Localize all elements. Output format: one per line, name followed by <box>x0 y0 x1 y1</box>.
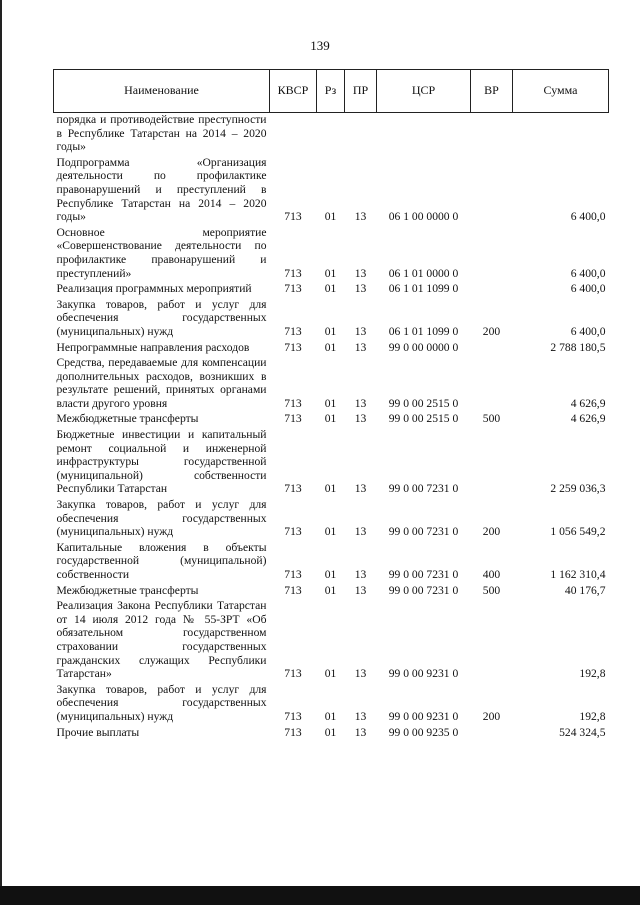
row-rz: 01 <box>324 709 337 723</box>
row-kvsr: 713 <box>284 667 302 681</box>
table-row <box>54 584 609 600</box>
row-vr: 400 <box>482 568 501 581</box>
row-vr: 200 <box>482 709 501 723</box>
row-sum: 6 400,0 <box>570 324 606 338</box>
row-pr: 13 <box>354 282 367 296</box>
header-pr: ПР <box>345 70 377 113</box>
row-vr <box>471 356 513 412</box>
row-csr: 99 0 00 2515 0 <box>388 396 459 410</box>
row-sum: 6 400,0 <box>570 210 606 224</box>
row-rz: 01 <box>324 396 337 410</box>
row-pr: 13 <box>354 412 367 426</box>
table-row <box>54 541 609 584</box>
row-csr: 06 1 01 1099 0 <box>388 324 459 338</box>
table-row <box>54 498 609 541</box>
table-row <box>54 726 609 742</box>
table-row <box>54 282 609 298</box>
row-csr: 06 1 01 1099 0 <box>388 282 459 296</box>
budget-table <box>53 69 609 741</box>
row-pr: 13 <box>354 324 367 338</box>
row-sum: 6 400,0 <box>570 266 606 280</box>
row-sum: 524 324,5 <box>559 725 606 739</box>
row-name: Реализация Закона Республики Татарстан от 14 июля 2012 года № 55-ЗРТ «Об обязательном государственном страховании государственных гражданских служащих Республики Татарстан» <box>56 599 267 681</box>
header-vr: ВР <box>471 70 513 113</box>
row-pr: 13 <box>354 667 367 681</box>
row-rz: 01 <box>324 667 337 681</box>
table-header-row <box>54 70 609 113</box>
row-csr: 99 0 00 7231 0 <box>388 568 459 581</box>
row-name: Реализация программных мероприятий <box>56 282 252 296</box>
row-name: Прочие выплаты <box>56 725 140 739</box>
row-kvsr: 713 <box>284 482 302 496</box>
table-row <box>54 226 609 282</box>
row-sum: 4 626,9 <box>570 396 606 410</box>
header-sum: Сумма <box>513 70 609 113</box>
row-kvsr: 713 <box>284 525 302 539</box>
row-rz: 01 <box>324 482 337 496</box>
row-kvsr: 713 <box>284 725 302 739</box>
row-kvsr: 713 <box>284 568 302 581</box>
row-pr: 13 <box>354 482 367 496</box>
row-sum: 40 176,7 <box>564 583 606 597</box>
page-number: 139 <box>310 38 330 53</box>
row-name: Закупка товаров, работ и услуг для обеспечения государственных (муниципальных) нужд <box>56 682 267 723</box>
row-name: Капитальные вложения в объекты государственной (муниципальной) собственности <box>56 540 267 581</box>
row-csr: 99 0 00 9231 0 <box>388 709 459 723</box>
row-sum: 6 400,0 <box>570 282 606 296</box>
row-kvsr: 713 <box>284 412 302 426</box>
row-sum: 2 788 180,5 <box>550 340 606 354</box>
row-name: Средства, передаваемые для компенсации дополнительных расходов, возникших в результате решений, принятых органами власти другого уровня <box>56 356 267 410</box>
row-vr <box>471 113 513 156</box>
table-row <box>54 341 609 357</box>
row-name: Основное мероприятие «Совершенствование деятельности по профилактике правонарушений и преступлений» <box>56 225 267 280</box>
row-kvsr: 713 <box>284 340 302 354</box>
row-sum: 1 162 310,4 <box>550 568 606 581</box>
row-name: Межбюджетные трансферты <box>56 412 199 426</box>
row-kvsr: 713 <box>284 210 302 224</box>
row-vr <box>471 282 513 298</box>
table-row <box>54 113 609 156</box>
row-rz: 01 <box>324 210 337 224</box>
row-csr: 99 0 00 7231 0 <box>388 482 459 496</box>
row-pr: 13 <box>354 709 367 723</box>
row-vr <box>471 599 513 683</box>
row-name: Закупка товаров, работ и услуг для обеспечения государственных (муниципальных) нужд <box>56 498 267 539</box>
row-kvsr: 713 <box>284 583 302 597</box>
header-name: Наименование <box>54 70 270 113</box>
row-rz: 01 <box>324 525 337 539</box>
row-pr: 13 <box>354 396 367 410</box>
row-rz: 01 <box>324 412 337 426</box>
row-rz: 01 <box>324 725 337 739</box>
row-pr: 13 <box>354 340 367 354</box>
row-csr: 99 0 00 9231 0 <box>388 667 459 681</box>
row-name: порядка и противодействие преступности в Республике Татарстан на 2014 – 2020 годы» <box>56 113 267 154</box>
row-pr: 13 <box>354 266 367 280</box>
row-vr: 200 <box>482 324 501 338</box>
row-rz: 01 <box>324 340 337 354</box>
header-rz: Рз <box>317 70 345 113</box>
row-rz <box>317 113 345 156</box>
scan-bottom-border <box>0 886 640 905</box>
row-vr <box>471 726 513 742</box>
table-row <box>54 298 609 341</box>
row-csr: 06 1 00 0000 0 <box>388 210 459 224</box>
row-kvsr: 713 <box>284 396 302 410</box>
row-pr: 13 <box>354 725 367 739</box>
table-row <box>54 412 609 428</box>
row-csr: 06 1 01 0000 0 <box>388 266 459 280</box>
row-kvsr <box>270 113 317 156</box>
table-row <box>54 599 609 683</box>
row-name: Закупка товаров, работ и услуг для обеспечения государственных (муниципальных) нужд <box>56 297 267 338</box>
row-name: Межбюджетные трансферты <box>56 583 199 597</box>
row-sum: 192,8 <box>579 709 606 723</box>
row-pr <box>345 113 377 156</box>
scan-edge <box>0 0 2 905</box>
header-csr: ЦСР <box>377 70 471 113</box>
row-kvsr: 713 <box>284 709 302 723</box>
row-pr: 13 <box>354 568 367 581</box>
row-vr: 200 <box>482 525 501 539</box>
row-csr <box>377 113 471 156</box>
row-vr: 500 <box>482 412 501 426</box>
row-vr <box>471 226 513 282</box>
row-csr: 99 0 00 7231 0 <box>388 525 459 539</box>
row-vr: 500 <box>482 583 501 597</box>
row-kvsr: 713 <box>284 282 302 296</box>
row-sum: 1 056 549,2 <box>550 525 606 539</box>
row-rz: 01 <box>324 324 337 338</box>
row-kvsr: 713 <box>284 266 302 280</box>
row-pr: 13 <box>354 210 367 224</box>
row-vr <box>471 156 513 226</box>
row-rz: 01 <box>324 266 337 280</box>
row-sum: 192,8 <box>579 667 606 681</box>
row-kvsr: 713 <box>284 324 302 338</box>
row-rz: 01 <box>324 282 337 296</box>
row-sum: 4 626,9 <box>570 412 606 426</box>
row-sum <box>513 113 609 156</box>
row-csr: 99 0 00 0000 0 <box>388 340 459 354</box>
table-row <box>54 356 609 412</box>
table-row <box>54 428 609 498</box>
row-csr: 99 0 00 9235 0 <box>388 725 459 739</box>
header-kvsr: КВСР <box>270 70 317 113</box>
row-pr: 13 <box>354 525 367 539</box>
row-vr <box>471 341 513 357</box>
table-row <box>54 683 609 726</box>
row-rz: 01 <box>324 583 337 597</box>
row-sum: 2 259 036,3 <box>550 482 606 496</box>
row-csr: 99 0 00 2515 0 <box>388 412 459 426</box>
row-csr: 99 0 00 7231 0 <box>388 583 459 597</box>
table-row <box>54 156 609 226</box>
row-vr <box>471 428 513 498</box>
row-name: Бюджетные инвестиции и капитальный ремонт социальной и инженерной инфраструктуры государственной (муниципальной) собственности Республики Татарстан <box>56 428 267 496</box>
row-name: Подпрограмма «Организация деятельности по профилактике правонарушений и преступлений в Республике Татарстан на 2014 – 2020 годы» <box>56 155 267 224</box>
row-name: Непрограммные направления расходов <box>56 340 250 354</box>
row-pr: 13 <box>354 583 367 597</box>
row-rz: 01 <box>324 568 337 581</box>
